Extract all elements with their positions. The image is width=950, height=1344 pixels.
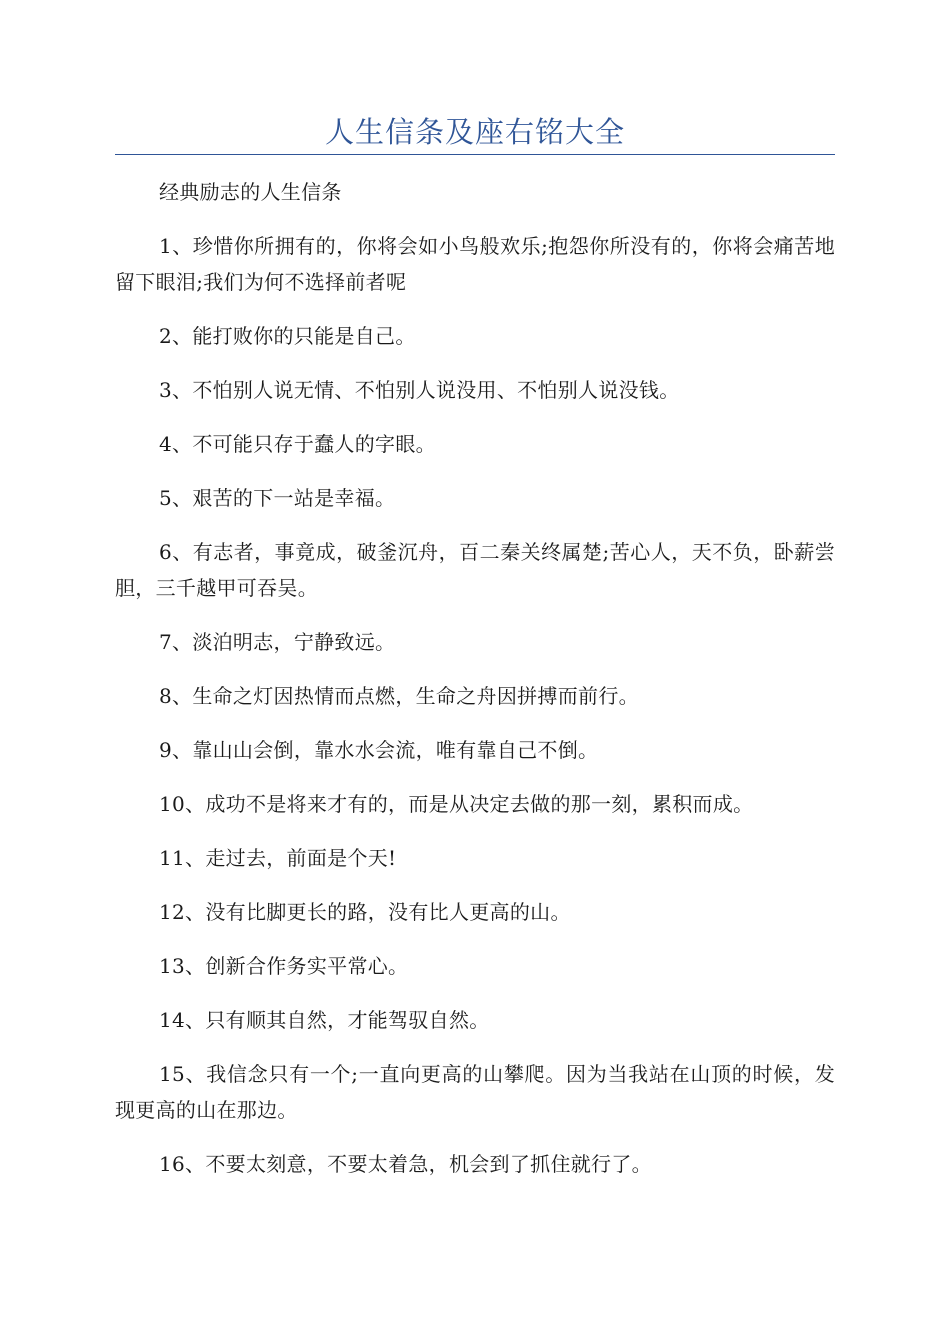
list-item: 7、淡泊明志，宁静致远。 (159, 630, 396, 654)
document-body (115, 174, 835, 1200)
list-item: 1、珍惜你所拥有的，你将会如小鸟般欢乐;抱怨你所没有的，你将会痛苦地留下眼泪;我们为何不选择前者呢 (115, 234, 835, 294)
list-item: 12、没有比脚更长的路，没有比人更高的山。 (159, 900, 571, 924)
list-item: 6、有志者，事竟成，破釜沉舟，百二秦关终属楚;苦心人，天不负，卧薪尝胆，三千越甲可吞吴。 (115, 540, 835, 600)
list-item: 13、创新合作务实平常心。 (159, 954, 409, 978)
list-item: 11、走过去，前面是个天! (159, 846, 397, 870)
list-item: 5、艰苦的下一站是幸福。 (159, 486, 396, 510)
list-item: 15、我信念只有一个;一直向更高的山攀爬。因为当我站在山顶的时候，发现更高的山在那边。 (115, 1062, 835, 1122)
section-heading: 经典励志的人生信条 (159, 180, 342, 204)
list-item: 3、不怕别人说无情、不怕别人说没用、不怕别人说没钱。 (159, 378, 680, 402)
list-item: 14、只有顺其自然，才能驾驭自然。 (159, 1008, 490, 1032)
document-title: 人生信条及座右铭大全 (324, 115, 625, 149)
list-item: 10、成功不是将来才有的，而是从决定去做的那一刻，累积而成。 (159, 792, 754, 816)
list-item: 4、不可能只存于蠢人的字眼。 (159, 432, 436, 456)
list-item: 2、能打败你的只能是自己。 (159, 324, 416, 348)
title-underline (115, 154, 835, 155)
list-item: 16、不要太刻意，不要太着急，机会到了抓住就行了。 (159, 1152, 652, 1176)
list-item: 9、靠山山会倒，靠水水会流，唯有靠自己不倒。 (159, 738, 599, 762)
list-item: 8、生命之灯因热情而点燃，生命之舟因拼搏而前行。 (159, 684, 639, 708)
